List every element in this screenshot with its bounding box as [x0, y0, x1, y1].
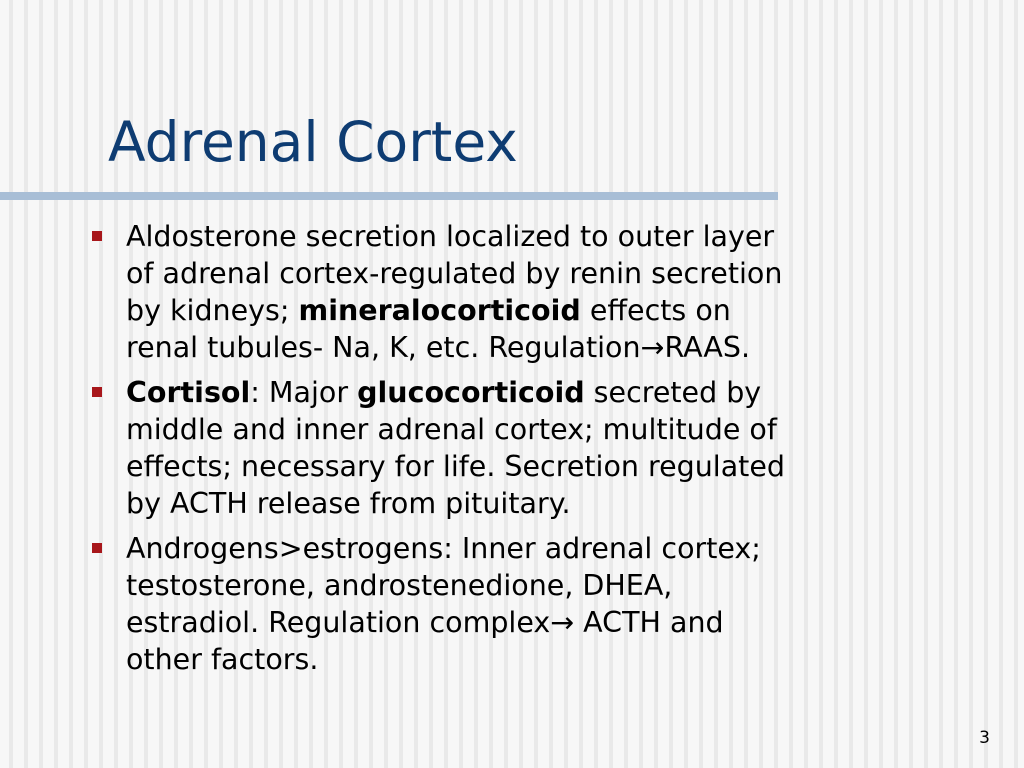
bullet-line: other factors.	[126, 643, 319, 676]
page-number: 3	[979, 728, 990, 748]
square-bullet-icon	[92, 543, 102, 553]
bullet-line: estradiol. Regulation complex→ ACTH and	[126, 606, 724, 639]
bullet-list	[88, 218, 948, 686]
bullet-line: testosterone, androstenedione, DHEA,	[126, 569, 673, 602]
title-divider	[0, 192, 778, 200]
square-bullet-icon	[92, 231, 102, 241]
bullet-line: of adrenal cortex-regulated by renin secretion	[126, 257, 783, 290]
bullet-text: by kidneys;	[126, 294, 299, 327]
bullet-line	[126, 292, 948, 329]
bullet-line: Androgens>estrogens: Inner adrenal cortex;	[126, 532, 761, 565]
bullet-text: secreted by	[584, 376, 762, 409]
bold-term-glucocorticoid: glucocorticoid	[357, 376, 585, 409]
bold-term-mineralocorticoid: mineralocorticoid	[298, 294, 581, 327]
bullet-text: effects on	[580, 294, 731, 327]
square-bullet-icon	[92, 387, 102, 397]
bullet-line: middle and inner adrenal cortex; multitude of	[126, 413, 777, 446]
bullet-line: Aldosterone secretion localized to outer layer	[126, 220, 775, 253]
bullet-line: effects; necessary for life. Secretion regulated	[126, 450, 785, 483]
bullet-item-androgens	[88, 530, 948, 678]
bullet-line: renal tubules- Na, K, etc. Regulation→RAAS.	[126, 331, 751, 364]
bullet-item-cortisol	[88, 374, 948, 522]
bullet-line: by ACTH release from pituitary.	[126, 487, 571, 520]
bullet-text: : Major	[250, 376, 358, 409]
slide-title: Adrenal Cortex	[108, 110, 518, 174]
bullet-line	[126, 374, 948, 411]
bullet-item-aldosterone	[88, 218, 948, 366]
bold-term-cortisol: Cortisol	[126, 376, 251, 409]
